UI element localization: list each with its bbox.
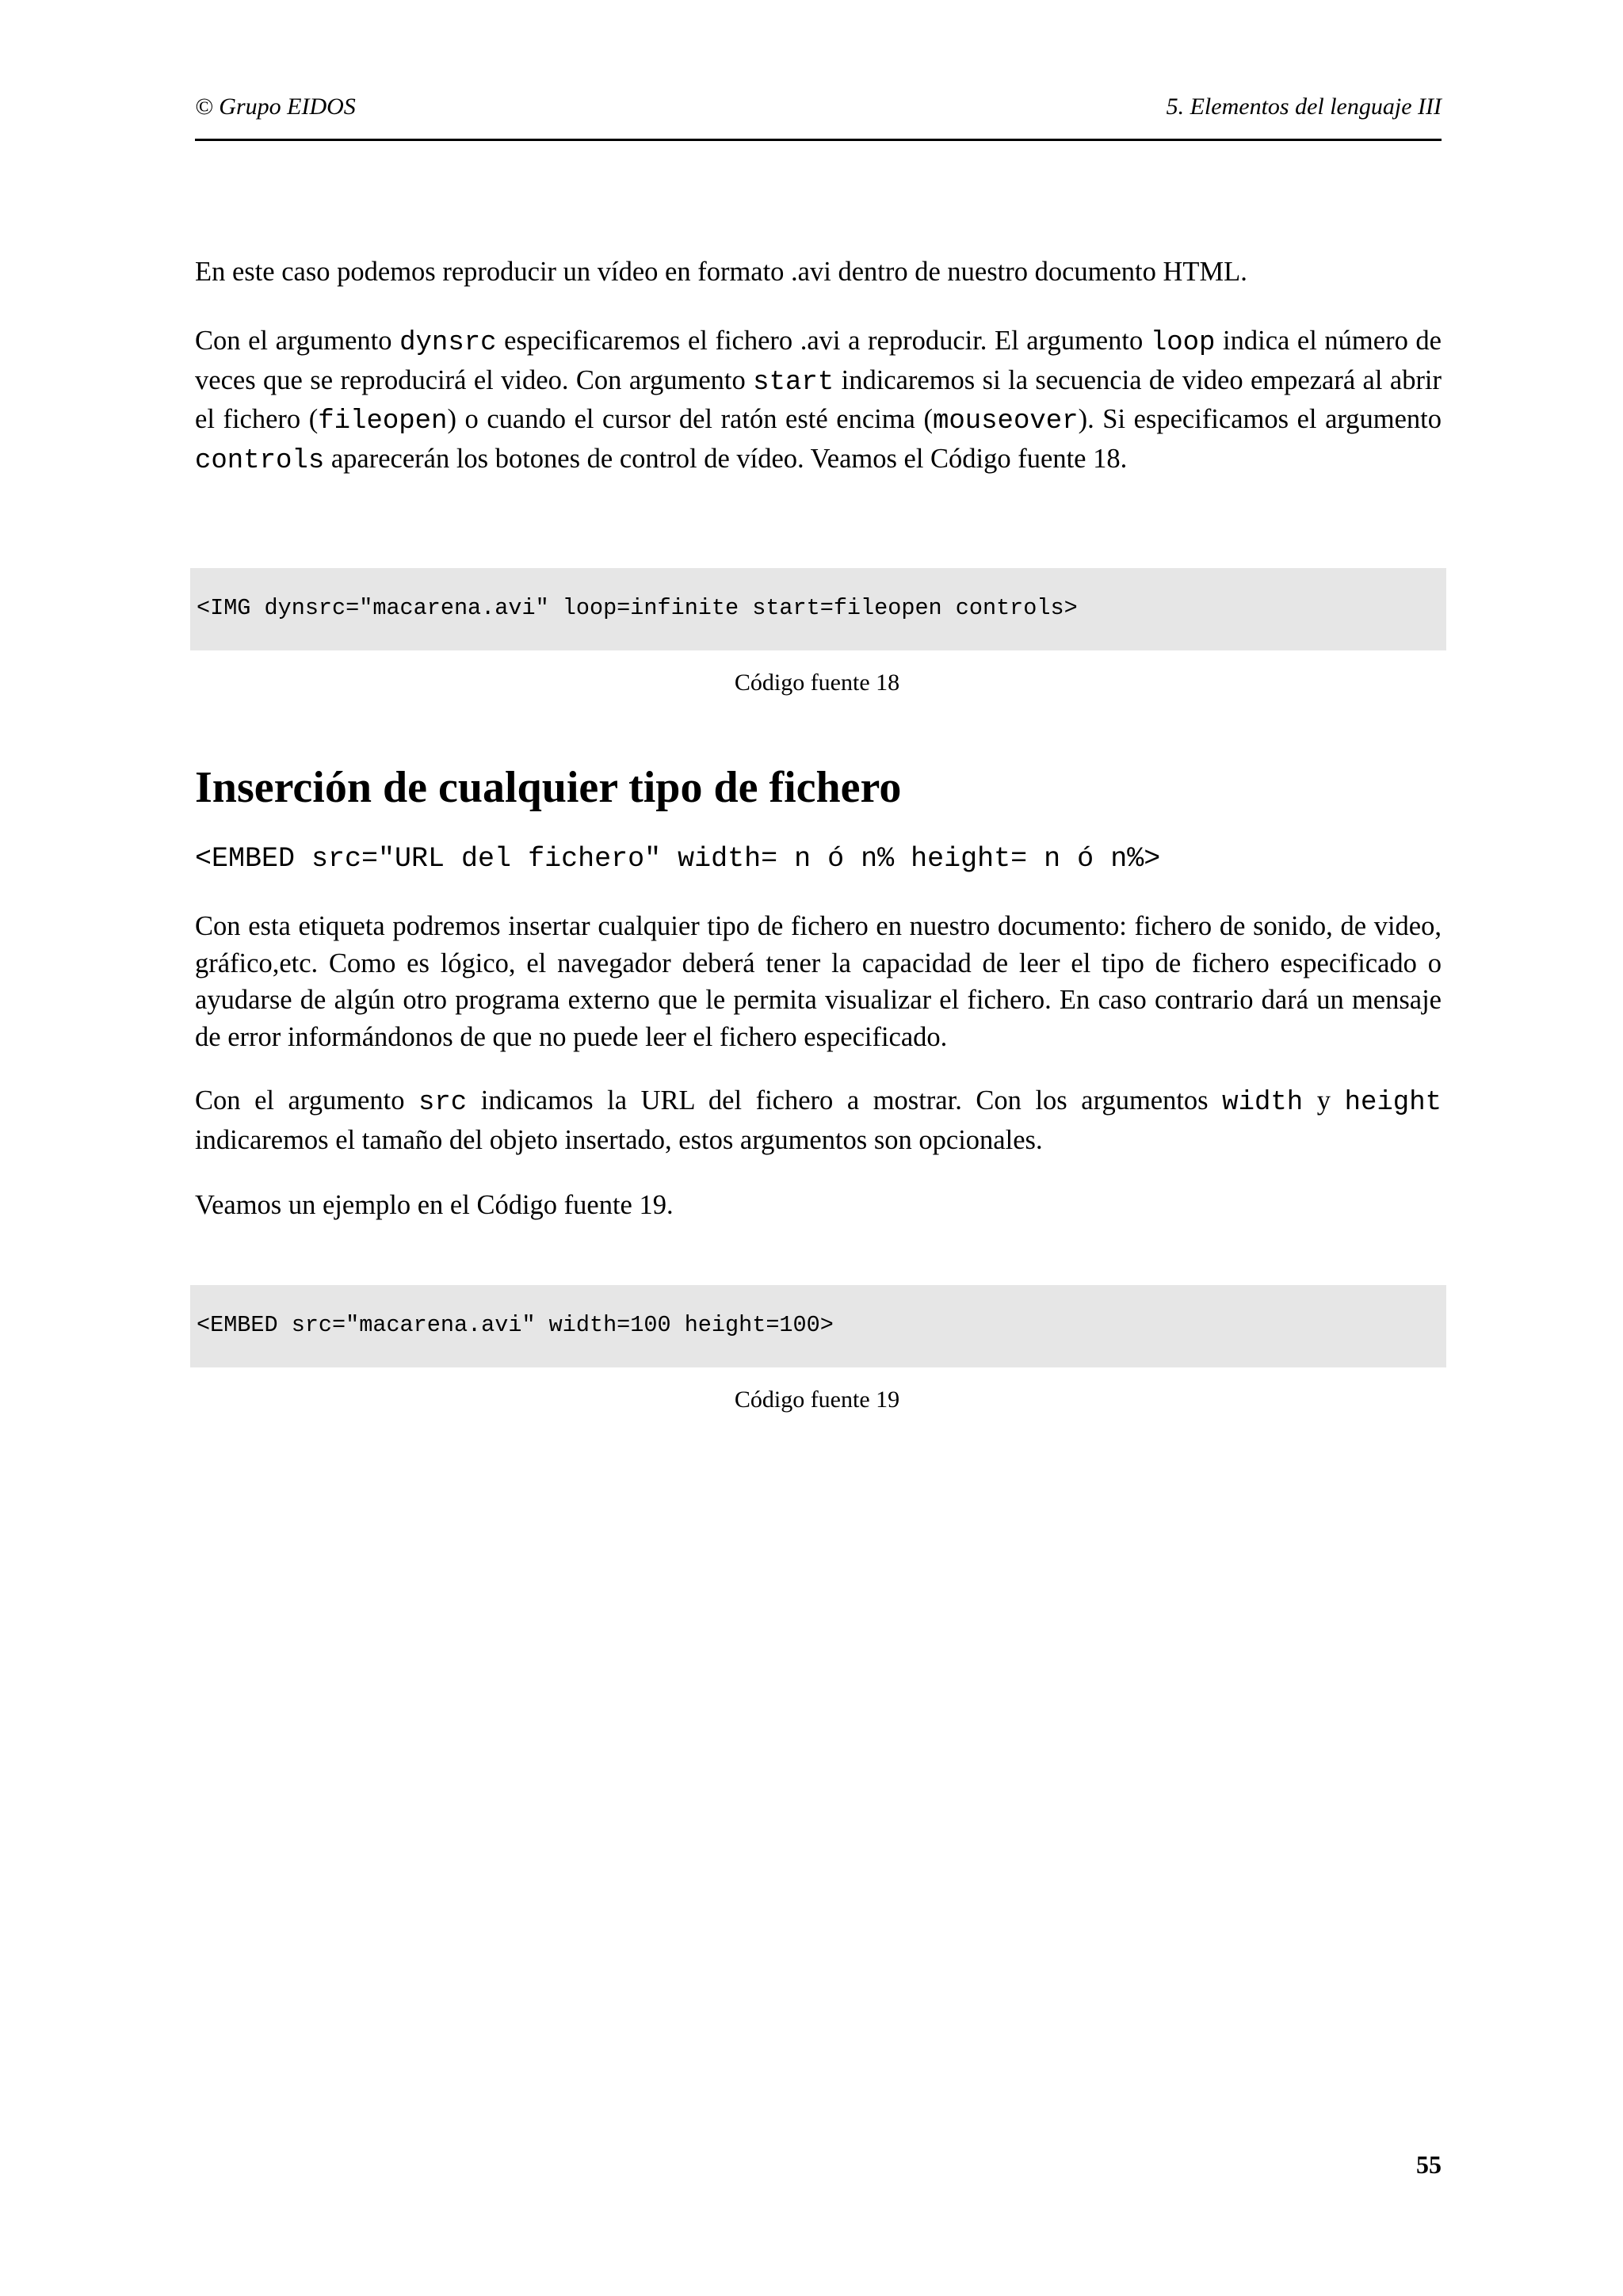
paragraph-embed: Con esta etiqueta podremos insertar cualquier tipo de fichero en nuestro documento: fichero de sonido, de video, gráfico,etc. Como es lógico, el navegador deberá tener la capacidad de leer el tipo de fichero especificado o ayudarse de algún otro programa externo que le permita visualizar el fichero. En caso contrario dará un mensaje de error informándonos de que no puede leer el fichero especificado. <box>195 911 1442 1052</box>
running-header-right: 5. Elementos del lenguaje III <box>1166 93 1442 120</box>
text: y <box>1303 1085 1345 1116</box>
header-rule <box>195 139 1442 141</box>
code-text: <IMG dynsrc="macarena.avi" loop=infinite start=fileopen controls> <box>197 595 1078 621</box>
text: indicamos la URL del fichero a mostrar. Con los argumentos <box>467 1085 1223 1116</box>
paragraph-intro: En este caso podemos reproducir un vídeo en formato .avi dentro de nuestro documento HTML. <box>195 257 1247 287</box>
paragraph-example: Veamos un ejemplo en el Código fuente 19. <box>195 1190 674 1220</box>
code-inline: fileopen <box>318 406 448 437</box>
code-inline: controls <box>195 445 325 476</box>
text: ) o cuando el cursor del ratón esté encima ( <box>447 404 933 434</box>
code-inline: height <box>1344 1088 1442 1118</box>
text: ). Si especificamos el argumento <box>1078 404 1442 434</box>
section-heading: Inserción de cualquier tipo de fichero <box>195 763 902 812</box>
paragraph-arguments <box>195 1082 1442 1158</box>
text: Con el argumento <box>195 326 400 356</box>
running-header-left: © Grupo EIDOS <box>195 93 356 120</box>
code-listing-18 <box>190 568 1446 650</box>
code-text: <EMBED src="macarena.avi" width=100 height=100> <box>197 1312 834 1338</box>
syntax-line: <EMBED src="URL del fichero" width= n ó n% height= n ó n%> <box>195 843 1161 875</box>
code-listing-19 <box>190 1285 1446 1367</box>
text: indica el número de veces que se reproducirá el video. Con argumento <box>195 326 1442 395</box>
text: indicaremos el tamaño del objeto insertado, estos argumentos son opcionales. <box>195 1124 1043 1155</box>
text: aparecerán los botones de control de vídeo. Veamos el Código fuente 18. <box>324 443 1128 474</box>
code-inline: loop <box>1150 328 1216 358</box>
code-inline: dynsrc <box>399 328 497 358</box>
code-inline: width <box>1222 1088 1304 1118</box>
text: indicaremos si la secuencia de video empezará al abrir el fichero ( <box>195 364 1442 434</box>
code-inline: src <box>418 1088 468 1118</box>
code-inline: start <box>753 367 834 398</box>
code-caption-19: Código fuente 19 <box>734 1386 900 1413</box>
text: Con el argumento <box>195 1085 418 1116</box>
paragraph-dynsrc <box>195 322 1442 479</box>
text: especificaremos el fichero .avi a reproducir. El argumento <box>496 326 1151 356</box>
code-inline: mouseover <box>932 406 1079 437</box>
code-caption-18: Código fuente 18 <box>734 669 900 696</box>
page-number: 55 <box>1416 2150 1442 2179</box>
